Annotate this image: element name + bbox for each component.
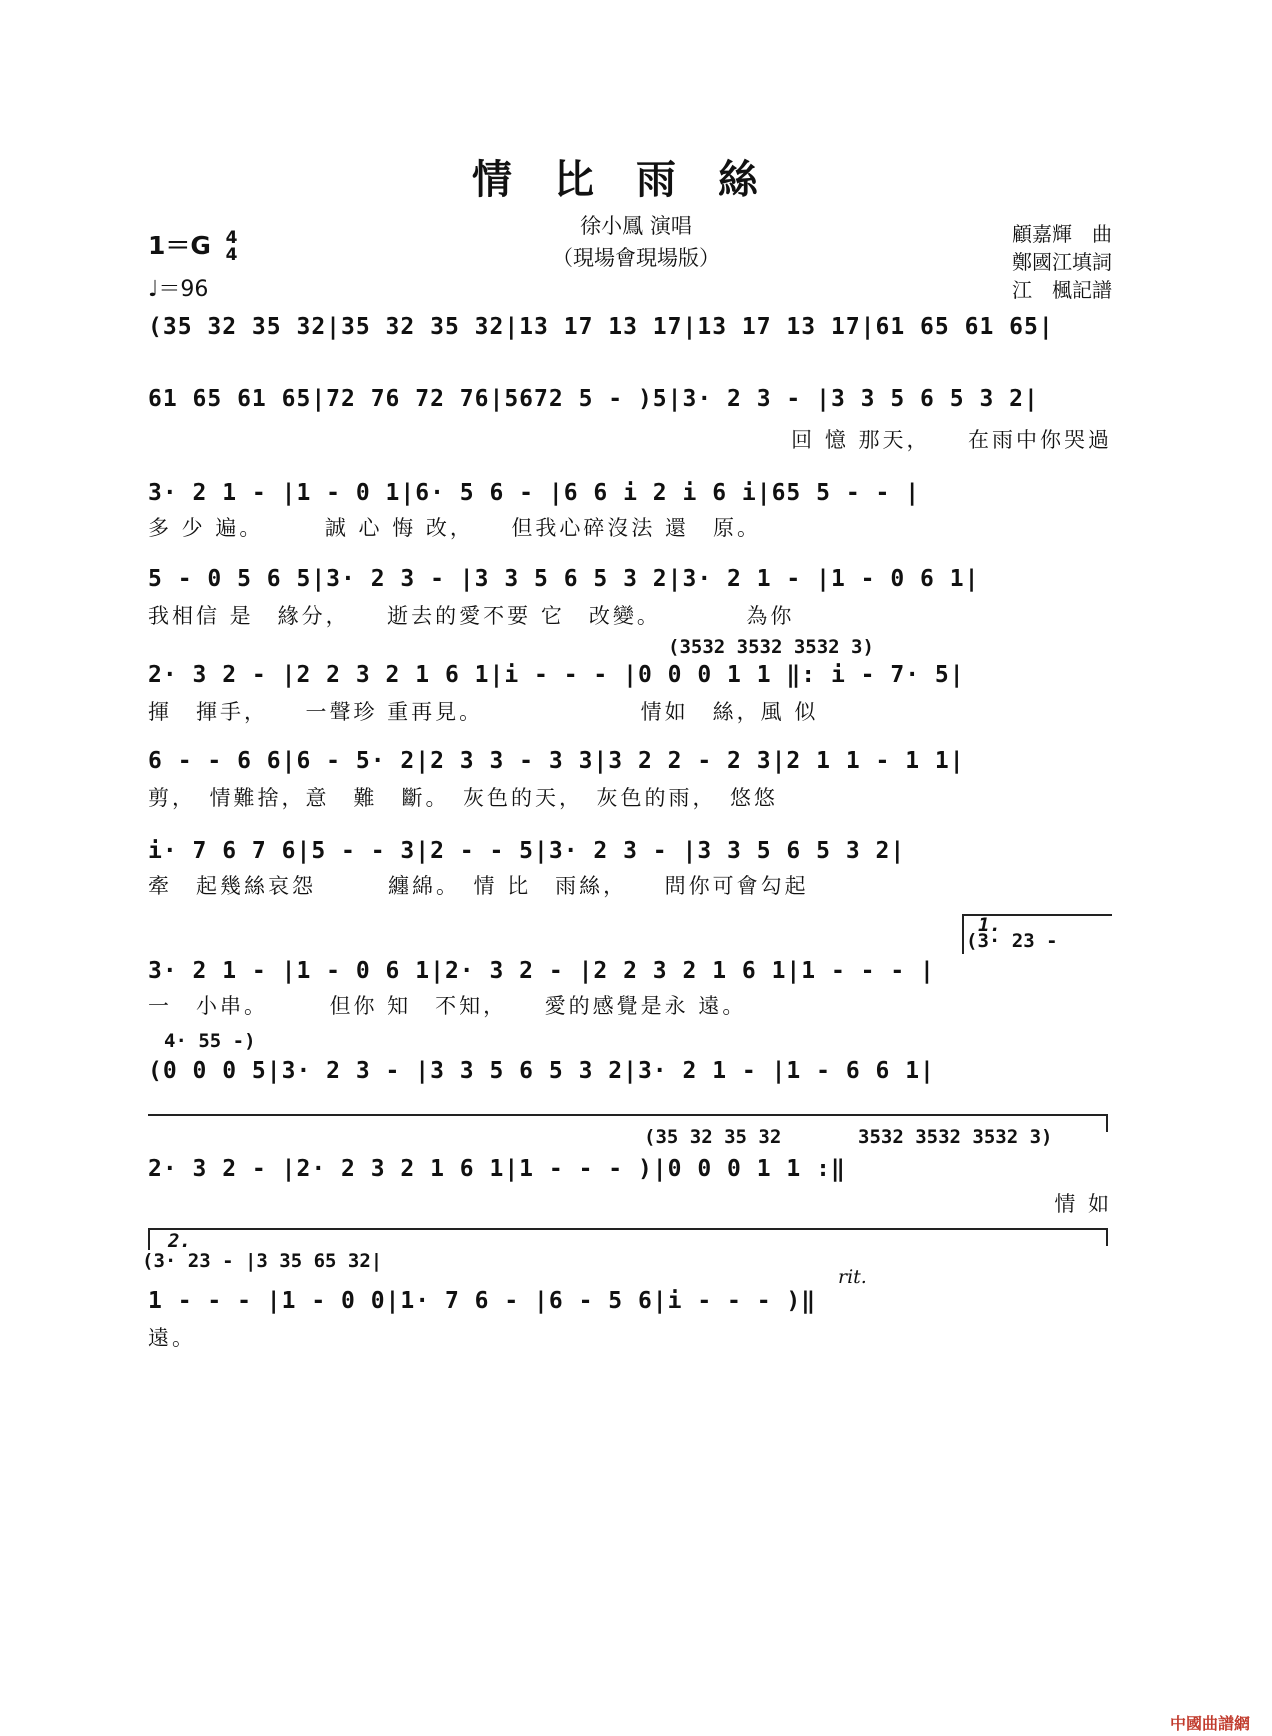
volta-1-alt-notes: (3· 23 -: [966, 930, 1058, 952]
lyric-row-4: 我相信 是 緣分， 逝去的愛不要 它 改變。 為你: [148, 604, 795, 628]
lyric-row-7: 牽 起幾絲哀怨 纏綿。 情 比 雨絲， 問你可會勾起: [148, 874, 809, 898]
volta-2-bracket: [148, 1228, 150, 1250]
volta-1-bracket: [962, 914, 964, 954]
lyric-row-8: 一 小串。 但你 知 不知， 愛的感覺是永 遠。: [148, 994, 747, 1018]
time-sig-bottom: 4: [225, 245, 238, 265]
time-sig-top: 4: [225, 228, 238, 248]
lyricist-credit: 鄭國江填詞: [1012, 250, 1112, 274]
row-10-bracket-2: 3532 3532 3532 3): [858, 1126, 1053, 1148]
staff-row-10: 2· 3 2 - |2· 2 3 2 1 6 1|1 - - - )|0 0 0 1 1 :‖: [148, 1156, 846, 1182]
key-label: 1＝G: [148, 231, 211, 260]
row-9-annotation: 4· 55 -): [164, 1030, 256, 1052]
staff-row-3: 3· 2 1 - |1 - 0 1|6· 5 6 - |6 6 i 2 i 6 i|65 5 - - |: [148, 480, 921, 506]
section-rule: [148, 1114, 1108, 1116]
credits: [1012, 220, 1112, 304]
staff-row-1: (35 32 35 32|35 32 35 32|13 17 13 17|13 17 13 17|61 65 61 65|: [148, 314, 1054, 340]
ritardando-marking: rit.: [838, 1266, 867, 1288]
volta-2-alt-notes: (3· 23 - |3 35 65 32|: [142, 1250, 383, 1272]
lyric-row-10: 情 如: [1054, 1192, 1112, 1216]
singer: 徐小鳳 演唱: [580, 214, 692, 238]
lyric-row-3: 多 少 遍。 誠 心 悔 改， 但我心碎沒法 還 原。: [148, 516, 762, 540]
staff-row-9: (0 0 0 5|3· 2 3 - |3 3 5 6 5 3 2|3· 2 1 - |1 - 6 6 1|: [148, 1058, 935, 1084]
staff-row-6: 6 - - 6 6|6 - 5· 2|2 3 3 - 3 3|3 2 2 - 2 3|2 1 1 - 1 1|: [148, 748, 965, 774]
volta-2-line: [148, 1228, 1108, 1230]
staff-row-4: 5 - 0 5 6 5|3· 2 3 - |3 3 5 6 5 3 2|3· 2 1 - |1 - 0 6 1|: [148, 566, 980, 592]
staff-row-2: 61 65 61 65|72 76 72 76|5672 5 - )5|3· 2 3 - |3 3 5 6 5 3 2|: [148, 386, 1039, 412]
intro-bracket-annotation: (3532 3532 3532 3): [668, 636, 874, 658]
lyric-row-5: 揮 揮手， 一聲珍 重再見。 情如 絲，風 似: [148, 700, 819, 724]
lyric-row-11: 遠。: [148, 1326, 196, 1350]
volta-2-end: [1106, 1228, 1108, 1246]
volta-2-label: 2.: [168, 1230, 191, 1252]
score-title: 情比雨絲: [472, 156, 800, 203]
version-note: （現場會現場版）: [552, 246, 720, 270]
staff-row-8: 3· 2 1 - |1 - 0 6 1|2· 3 2 - |2 2 3 2 1 6 1|1 - - - |: [148, 958, 935, 984]
lyric-row-2: 回 憶 那天， 在雨中你哭過: [791, 428, 1112, 452]
section-rule-end: [1106, 1114, 1108, 1132]
staff-row-7: i· 7 6 7 6|5 - - 3|2 - - 5|3· 2 3 - |3 3 5 6 5 3 2|: [148, 838, 906, 864]
tempo-marking: ♩＝96: [148, 277, 209, 302]
composer-credit: 顧嘉輝 曲: [1012, 222, 1112, 246]
lyric-row-6: 剪， 情難捨，意 難 斷。 灰色的天， 灰色的雨， 悠悠: [148, 786, 778, 810]
staff-row-11: 1 - - - |1 - 0 0|1· 7 6 - |6 - 5 6|i - - - )‖: [148, 1288, 817, 1314]
row-10-bracket-1: (35 32 35 32: [644, 1126, 782, 1148]
transcriber-credit: 江 楓記譜: [1012, 278, 1112, 302]
volta-1-label: 1.: [978, 914, 1001, 936]
footer-watermark: 中國曲譜網: [1169, 1714, 1250, 1733]
staff-row-5: 2· 3 2 - |2 2 3 2 1 6 1|i - - - |0 0 0 1 1 ‖: i - 7· 5|: [148, 662, 965, 688]
